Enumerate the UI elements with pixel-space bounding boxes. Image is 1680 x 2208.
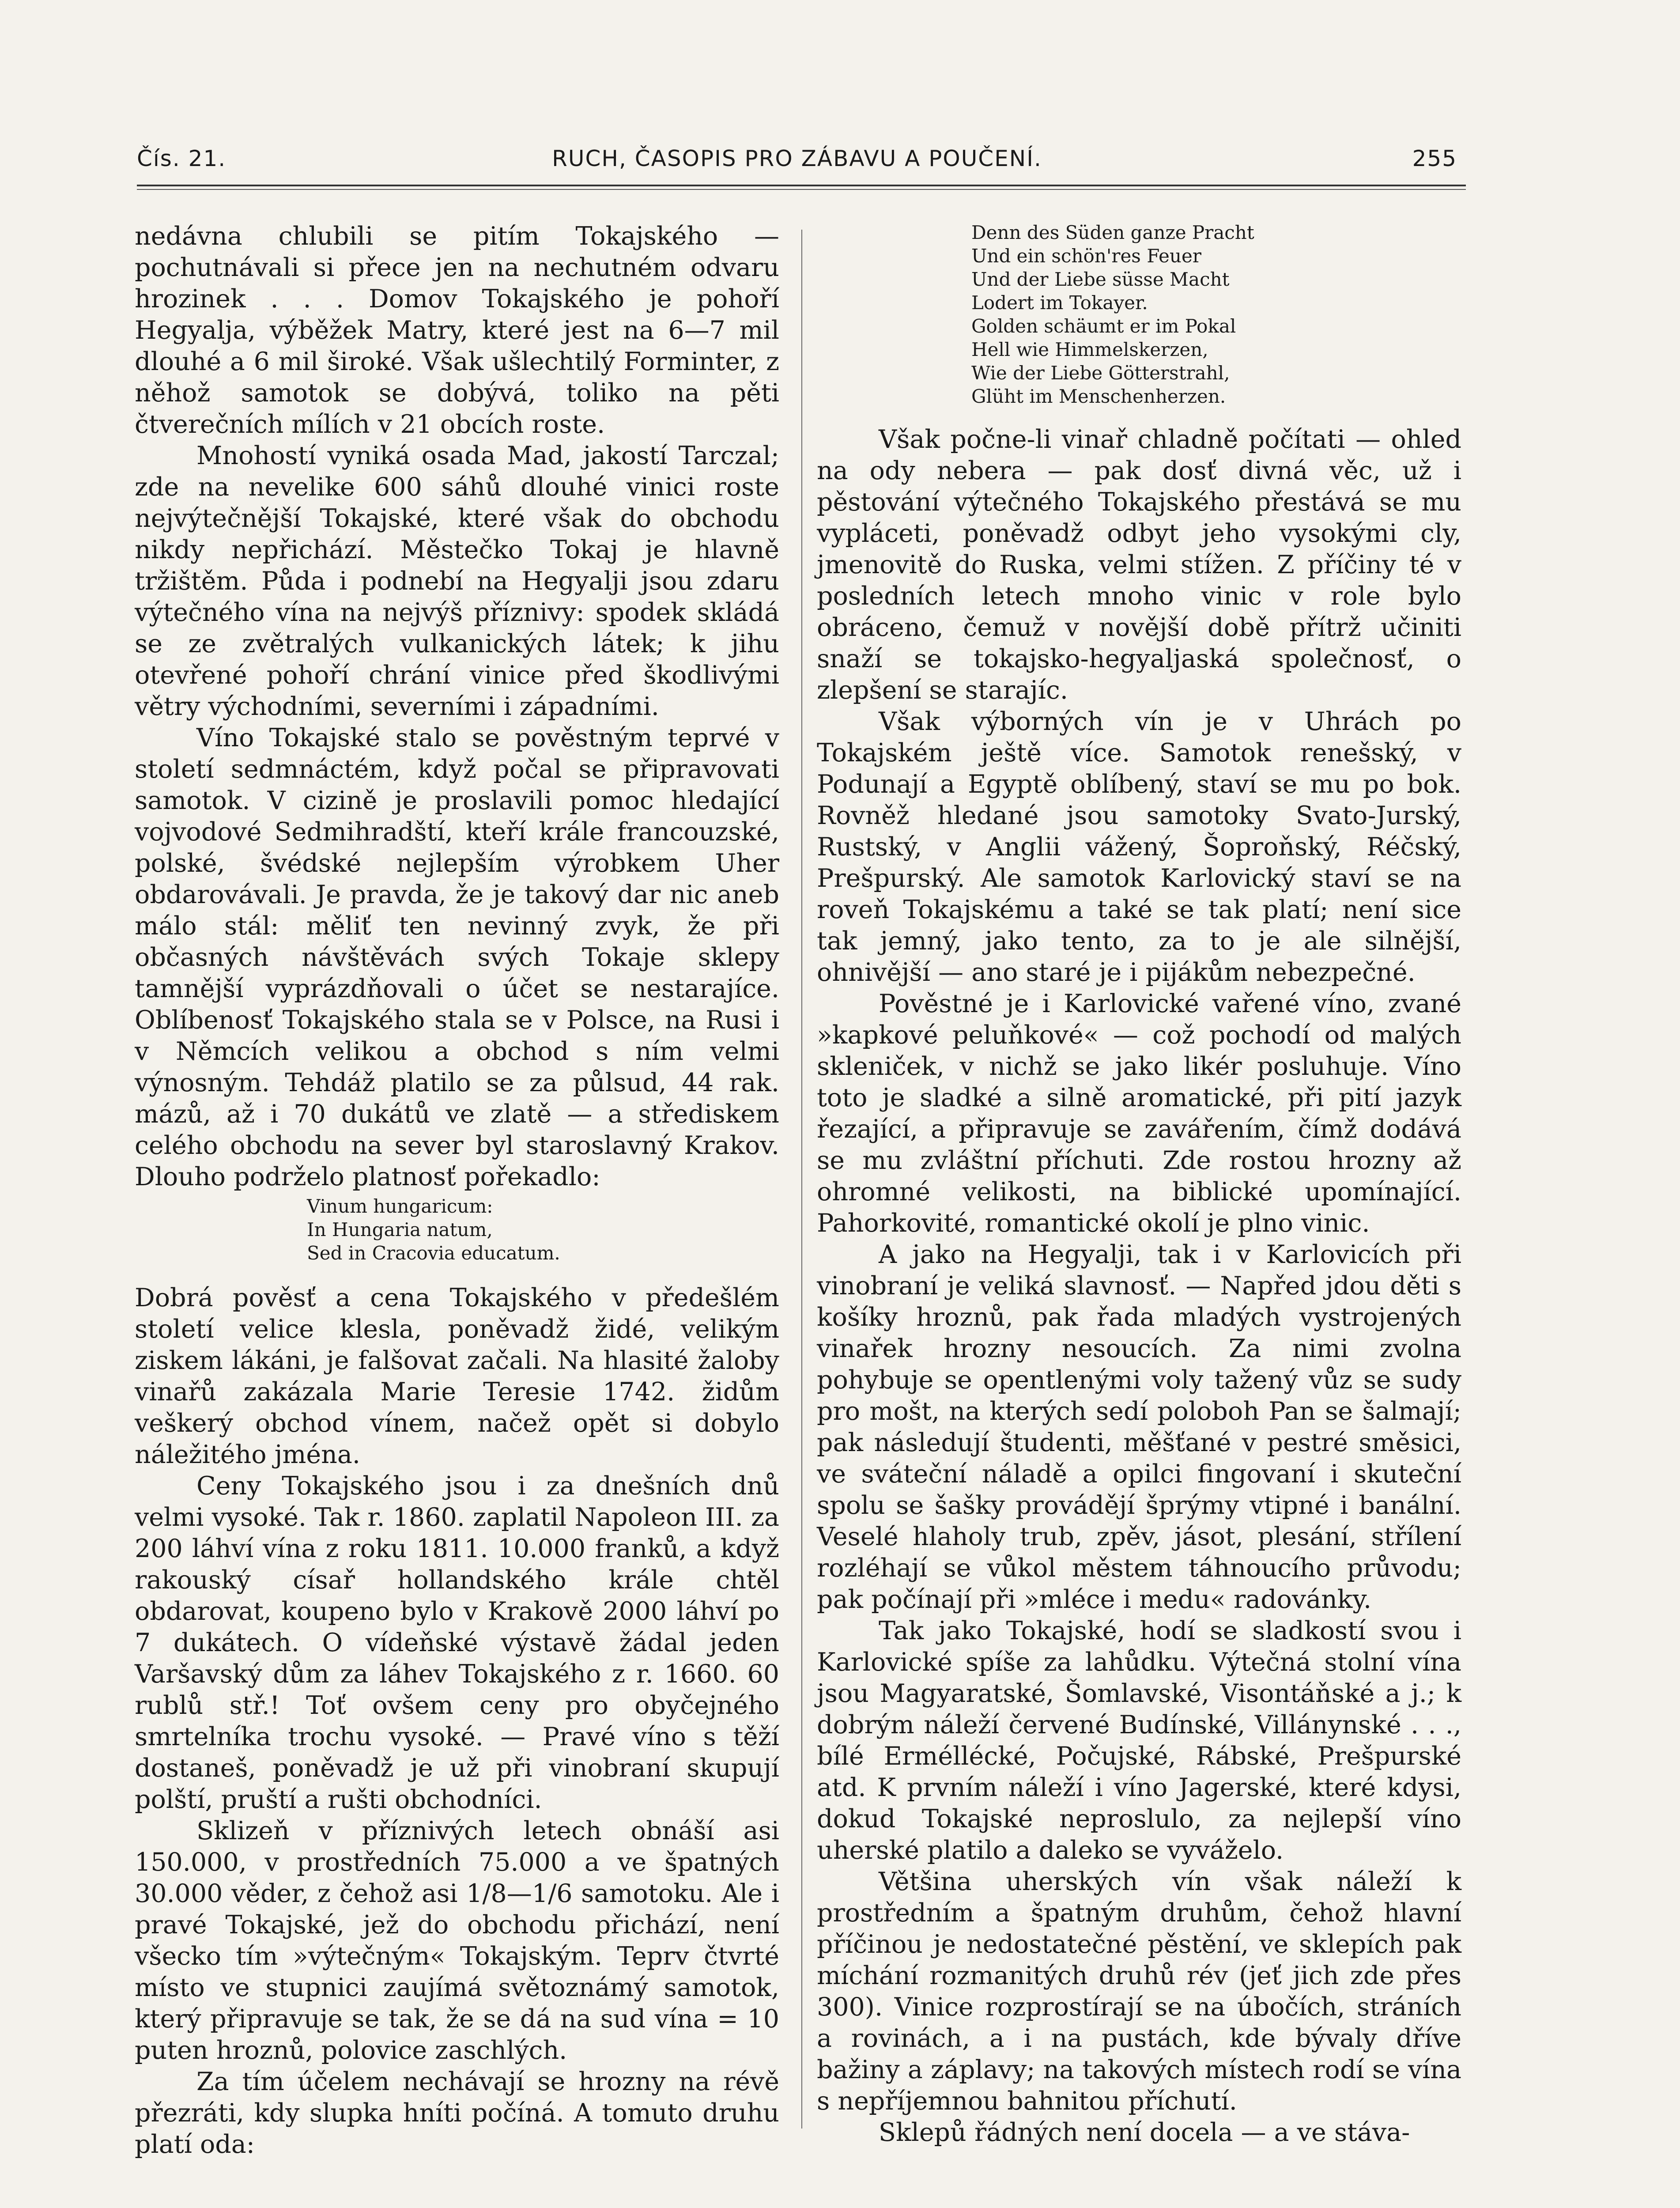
latin-verse xyxy=(307,1195,779,1265)
paragraph: nedávna chlubili se pitím Tokajského — pochutnávali si přece jen na nechutném odvaru hrozinek . . . Domov Tokajského je pohoří Hegyalja, výběžek Matry, které jest na 6—7 mil dlouhé a 6 mil široké. Však ušlechtilý Forminter, z něhož samotok se dobývá, toliko na pěti čtverečních mílích v 21 obcích roste. xyxy=(135,222,779,439)
journal-title: RUCH, ČASOPIS PRO ZÁBAVU A POUČENÍ. xyxy=(552,146,1042,171)
paragraph: Sklizeň v příznivých letech obnáší asi 150.000, v prostředních 75.000 a ve špatných 30.000 věder, z čehož asi 1/8—1/6 samotoku. Ale i pravé Tokajské, jež do obchodu přichází, není všecko tím »výtečným« Tokajským. Teprv čtvrté místo ve stupnici zaujímá světoznámý samotok, který připravuje se tak, že se dá na sud vína = 10 puten hroznů, polovice zaschlých. xyxy=(135,1816,779,2065)
verse-line: Sed in Cracovia educatum. xyxy=(307,1242,560,1264)
verse-line: Und der Liebe süsse Macht xyxy=(971,268,1230,290)
paragraph: Ceny Tokajského jsou i za dnešních dnů velmi vysoké. Tak r. 1860. zaplatil Napoleon III. za 200 láhví vína z roku 1811. 10.000 franků, a když rakouský císař hollandského krále chtěl obdarovat, koupeno bylo v Krakově 2000 láhví po 7 dukátech. O vídeňské výstavě žádal jeden Varšavský dům za láhev Tokajského z r. 1660. 60 rublů stř.! Toť ovšem ceny pro obyčejného smrtelníka trochu vysoké. — Pravé víno s těží dostaneš, poněvadž je už při vinobraní skupují polští, pruští a rušti obchodníci. xyxy=(135,1471,779,1814)
verse-line: Hell wie Himmelskerzen, xyxy=(971,339,1208,360)
verse-line: Und ein schön'res Feuer xyxy=(971,245,1201,267)
paragraph: Pověstné je i Karlovické vařené víno, zvané »kapkové peluňkové« — což pochodí od malých skleniček, v nichž se jako likér posluhuje. Víno toto je sladké a silně aromatické, při pití jazyk řezající, a připravuje se zavářením, čímž dodává se mu zvláštní příchuti. Zde rostou hrozny až ohromné velikosti, na biblické upomínající. Pahorkovité, romantické okolí je plno vinic. xyxy=(817,989,1461,1238)
right-column xyxy=(817,221,1461,2148)
page-number: 255 xyxy=(1412,146,1457,171)
column-divider xyxy=(801,230,802,2129)
verse-line: Wie der Liebe Götterstrahl, xyxy=(971,362,1230,384)
verse-line: Lodert im Tokayer. xyxy=(971,292,1148,314)
paragraph: Však výborných vín je v Uhrách po Tokajském ještě více. Samotok renešský, v Podunají a Egyptě oblíbený, staví se mu po bok. Rovněž hledané jsou samotoky Svato-Jurský, Rustský, v Anglii vážený, Šoproňský, Réčský, Prešpurský. Ale samotok Karlovický staví se na roveň Tokajskému a také se tak platí; není sice tak jemný, jako tento, za to je ale silnější, ohnivější — ano staré je i pijákům nebezpečné. xyxy=(817,707,1461,987)
paragraph: Sklepů řádných není docela — a ve stáva- xyxy=(879,2118,1410,2147)
verse-line: Vinum hungaricum: xyxy=(307,1195,493,1217)
paragraph: Však počne-li vinař chladně počítati — ohled na ody nebera — pak dosť divná věc, už i pěstování výtečného Tokajského přestává se mu vypláceti, poněvadž odbyt jeho vysokými cly, jmenovitě do Ruska, velmi stížen. Z příčiny té v posledních letech mnoho vinic v role bylo obráceno, čemuž v novější době přítrž učiniti snaží se tokajsko-hegyaljaská společnosť, o zlepšení se starajíc. xyxy=(817,425,1461,705)
paragraph: Mnohostí vyniká osada Mad, jakostí Tarczal; zde na nevelike 600 sáhů dlouhé vinici roste nejvýtečnější Tokajské, které však do obchodu nikdy nepřichází. Městečko Tokaj je hlavně tržištěm. Půda i podnebí na Hegyalji jsou zdaru výtečného vína na nejvýš příznivy: spodek skládá se ze zvětralých vulkanických látek; k jihu otevřené pohoří chrání vinice před škodlivými větry východními, severními i západními. xyxy=(135,441,779,721)
left-column xyxy=(135,221,779,2160)
paragraph: Tak jako Tokajské, hodí se sladkostí svou i Karlovické spíše za lahůdku. Výtečná stolní vína jsou Magyaratské, Šomlavské, Visontáňské a j.; k dobrým náleží červené Budínské, Villánynské . . ., bílé Erméllécké, Počujské, Rábské, Prešpurské atd. K prvním náleží i víno Jagerské, které kdysi, dokud Tokajské neproslulo, za nejlepší víno uherské platilo a daleko se vyváželo. xyxy=(817,1616,1461,1865)
verse-line: Glüht im Menschenherzen. xyxy=(971,386,1226,407)
verse-line: Golden schäumt er im Pokal xyxy=(971,315,1236,337)
issue-number: Čís. 21. xyxy=(137,146,227,171)
paragraph: Většina uherských vín však náleží k prostředním a špatným druhům, čehož hlavní příčinou je nedostatečné pěstění, ve sklepích pak míchání rozmanitých druhů rév (jeť jich zde přes 300). Vinice rozprostírají se na úbočích, stráních a rovinách, a i na pustách, kde bývaly dříve bažiny a záplavy; na takových místech rodí se vína s nepříjemnou bahnitou příchutí. xyxy=(817,1867,1461,2116)
running-header xyxy=(137,146,1457,181)
paragraph: A jako na Hegyalji, tak i v Karlovicích při vinobraní je veliká slavnosť. — Napřed jdou děti s košíky hroznů, pak řada mladých vystrojených vinařek hrozny nesoucích. Za nimi zvolna pohybuje se opentlenými voly tažený vůz se sudy pro mošt, na kterých sedí poloboh Pan se šalmají; pak následují študenti, měšťané v pestré směsici, ve sváteční náladě a opilci fingovaní i skuteční spolu se šašky provádějí šprýmy vtipné i banální. Veselé hlaholy trub, zpěv, jásot, plesání, střílení rozléhají se vůkol městem táhnoucího průvodu; pak počínají při »mléce i medu« radovánky. xyxy=(817,1240,1461,1614)
paragraph: Za tím účelem nechávají se hrozny na révě přezráti, kdy slupka hníti počíná. A tomuto druhu platí oda: xyxy=(135,2067,779,2159)
header-rule-thin xyxy=(137,189,1466,190)
verse-line: Denn des Süden ganze Pracht xyxy=(971,222,1254,243)
german-verse xyxy=(971,221,1461,408)
paragraph: Dobrá pověsť a cena Tokajského v předešlém století velice klesla, poněvadž židé, velikým ziskem lákáni, je falšovat začali. Na hlasité žaloby vinařů zakázala Marie Teresie 1742. židům veškerý obchod vínem, načež opět si dobylo náležitého jména. xyxy=(135,1283,779,1469)
verse-line: In Hungaria natum, xyxy=(307,1219,493,1240)
header-rule xyxy=(137,185,1466,186)
paragraph: Víno Tokajské stalo se pověstným teprvé v století sedmnáctém, když počal se připravovati samotok. V cizině je proslavili pomoc hledající vojvodové Sedmihradští, kteří krále francouzské, polské, švédské nejlepším výrobkem Uher obdarovávali. Je pravda, že je takový dar nic aneb málo stál: měliť ten nevinný zvyk, že při občasných návštěvách svých Tokaje sklepy tamnější vyprázdňovali o účet se nestarajíce. Oblíbenosť Tokajského stala se v Polsce, na Rusi i v Němcích velikou a obchod s ním velmi výnosným. Tehdáž platilo se za půlsud, 44 rak. mázů, až i 70 dukátů ve zlatě — a střediskem celého obchodu na sever byl staroslavný Krakov. Dlouho podrželo platnosť pořekadlo: xyxy=(135,723,779,1191)
